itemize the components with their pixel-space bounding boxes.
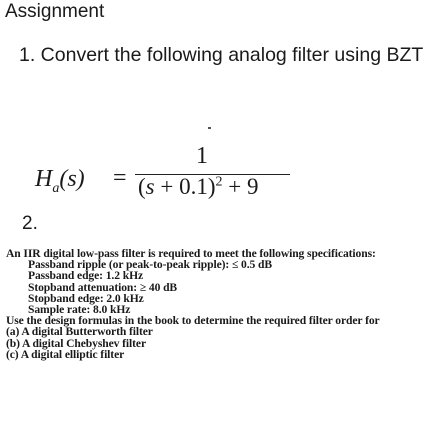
transfer-function-formula: [30, 143, 330, 206]
question-1-text: 1. Convert the following analog filter using BZT: [19, 44, 424, 66]
scan-mark: [208, 127, 211, 129]
problem-instruction: Use the design formulas in the book to determine the required filter order for: [6, 314, 380, 328]
spec-item: Sample rate: 8.0 kHz: [28, 303, 131, 317]
question-2-problem: [6, 248, 380, 360]
spec-item: Stopband attenuation: ≥ 40 dB: [28, 280, 178, 294]
part-item: (b) A digital Chebyshev filter: [6, 336, 146, 350]
formula-numerator: 1: [196, 143, 208, 169]
formula-denominator: $(s + 0.1)^2 + 9$: [138, 174, 259, 199]
question-2-number: 2.: [22, 213, 38, 234]
part-item: (c) A digital elliptic filter: [6, 347, 125, 361]
spec-item: Stopband edge: 2.0 kHz: [28, 291, 144, 305]
formula-lhs: $H_a(s)$: [35, 166, 85, 196]
page-title: Assignment: [5, 1, 105, 22]
formula-equals: =: [113, 165, 127, 191]
problem-intro: An IIR digital low-pass filter is required to meet the following specifications:: [6, 247, 376, 260]
part-item: (a) A digital Butterworth filter: [6, 325, 153, 339]
spec-item: Passband edge: 1.2 kHz: [28, 269, 144, 283]
spec-item: Passband ripple (or peak-to-peak ripple): ≤ 0.5 dB: [28, 258, 272, 272]
